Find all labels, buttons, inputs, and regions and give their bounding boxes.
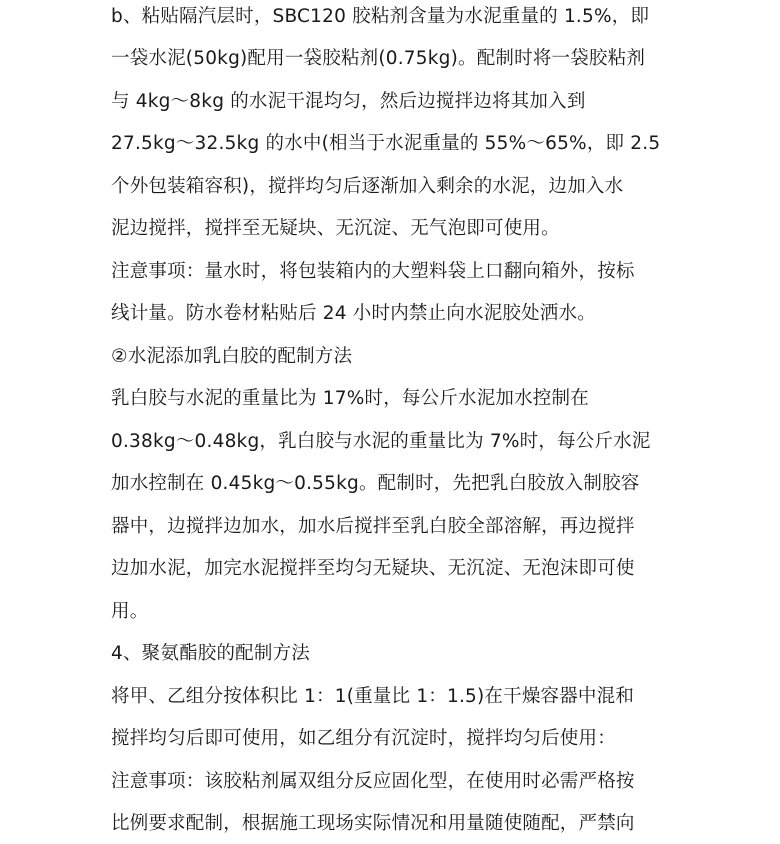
text-line: b、粘贴隔汽层时，SBC120 胶粘剂含量为水泥重量的 1.5%，即 <box>111 6 650 27</box>
text-line: 线计量。防水卷材粘贴后 24 小时内禁止向水泥胶处洒水。 <box>111 303 596 324</box>
text-line: 与 4kg～8kg 的水泥干混均匀，然后边搅拌边将其加入到 <box>111 91 586 112</box>
note-line: 注意事项：该胶粘剂属双组分反应固化型，在使用时必需严格按 <box>111 771 635 792</box>
text-line: 将甲、乙组分按体积比 1：1(重量比 1：1.5)在干燥容器中混和 <box>111 686 635 707</box>
text-line: 加水控制在 0.45kg～0.55kg。配制时，先把乳白胶放入制胶容 <box>111 473 640 494</box>
text-line: 一袋水泥(50kg)配用一袋胶粘剂(0.75kg)。配制时将一袋胶粘剂 <box>111 48 646 69</box>
text-line: 边加水泥，加完水泥搅拌至均匀无疑块、无沉淀、无泡沫即可使 <box>111 558 635 579</box>
text-line: 用。 <box>111 601 149 622</box>
text-line: 乳白胶与水泥的重量比为 17%时，每公斤水泥加水控制在 <box>111 388 589 409</box>
text-line: 器中，边搅拌边加水，加水后搅拌至乳白胶全部溶解，再边搅拌 <box>111 516 635 537</box>
text-line: 比例要求配制，根据施工现场实际情况和用量随使随配，严禁向 <box>111 813 635 834</box>
text-line: 个外包装箱容积)，搅拌均匀后逐渐加入剩余的水泥，边加入水 <box>111 176 624 197</box>
text-line: 泥边搅拌，搅拌至无疑块、无沉淀、无气泡即可使用。 <box>111 218 560 239</box>
text-line: 0.38kg～0.48kg，乳白胶与水泥的重量比为 7%时，每公斤水泥 <box>111 431 651 452</box>
note-line: 注意事项：量水时，将包装箱内的大塑料袋上口翻向箱外，按标 <box>111 261 635 282</box>
section-heading: 4、聚氨酯胶的配制方法 <box>111 643 310 664</box>
text-line: 27.5kg～32.5kg 的水中(相当于水泥重量的 55%～65%，即 2.5 <box>111 133 661 154</box>
section-heading: ②水泥添加乳白胶的配制方法 <box>111 346 353 367</box>
text-line: 搅拌均匀后即可使用，如乙组分有沉淀时，搅拌均匀后使用： <box>111 728 616 749</box>
